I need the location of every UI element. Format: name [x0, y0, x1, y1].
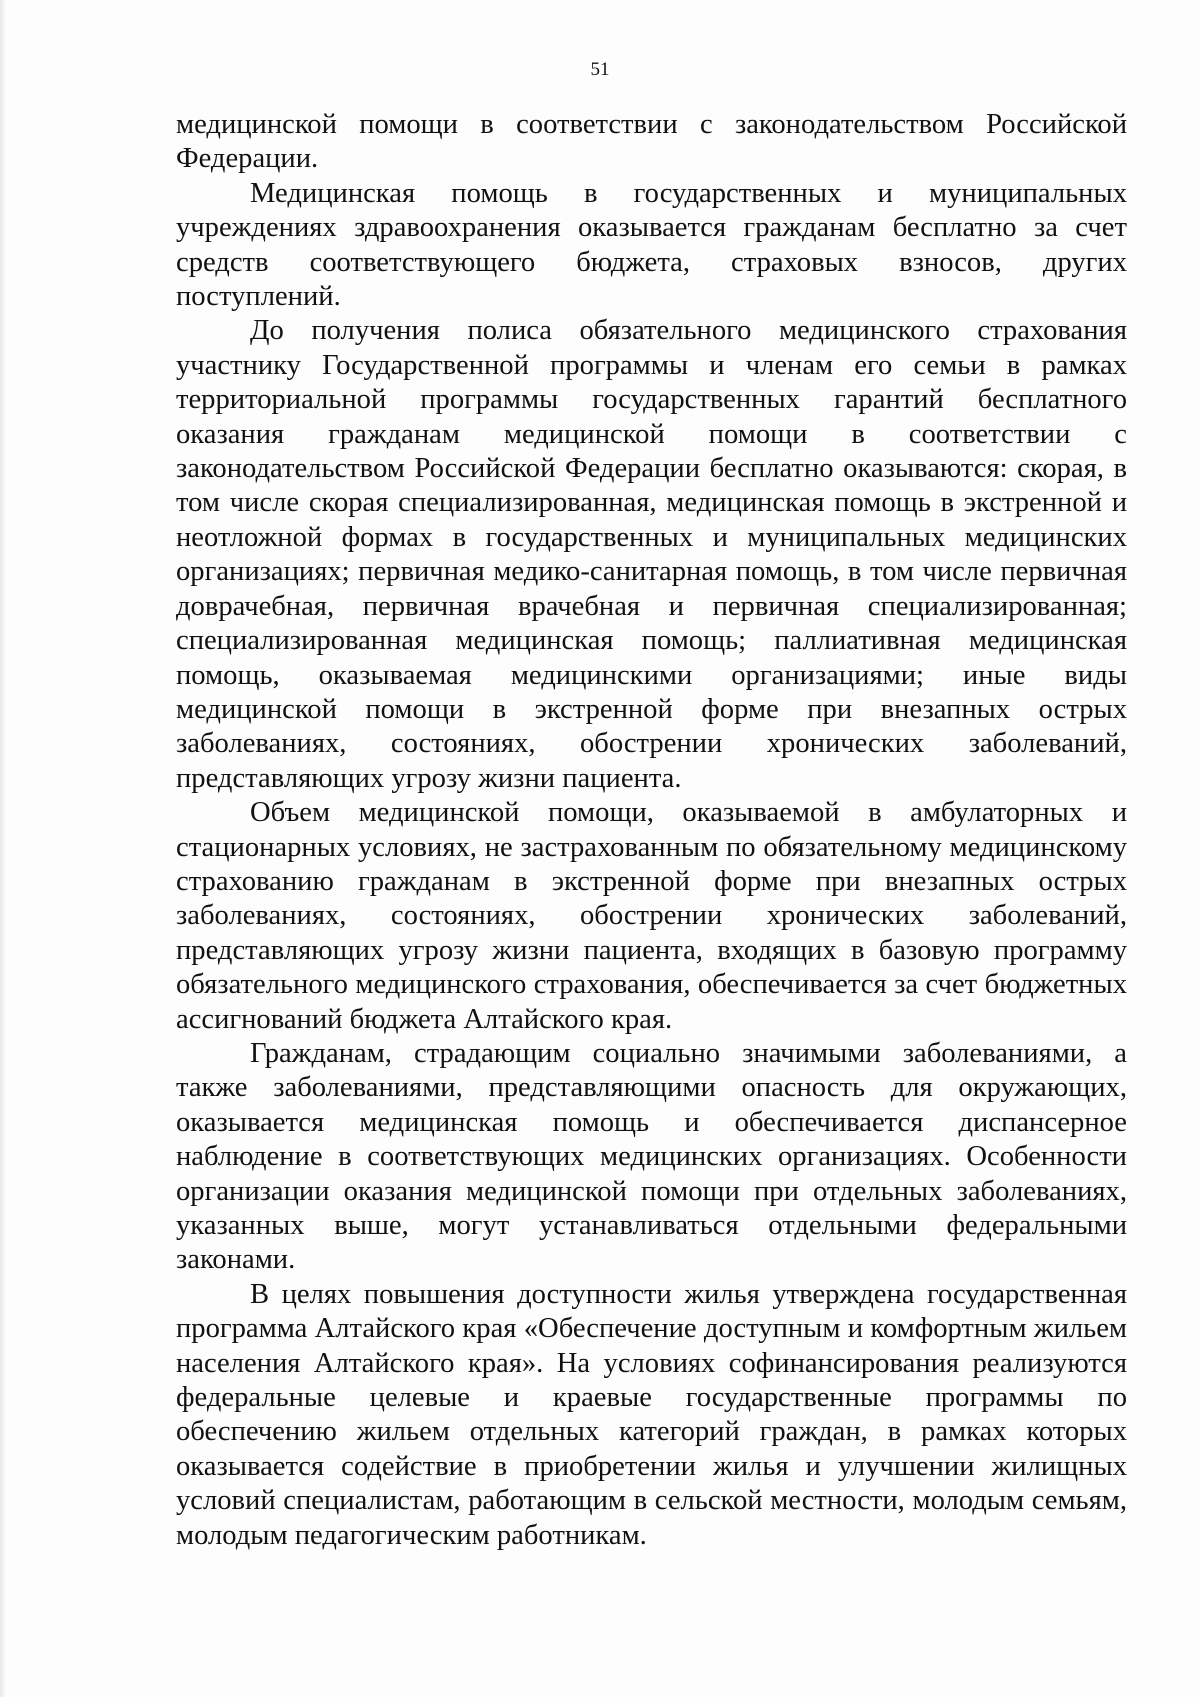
- paragraph-uninsured-care-volume: Объем медицинской помощи, оказываемой в амбулаторных и стационарных условиях, не застрахованным по обязательному медицинскому страхованию гражданам в экстренной форме при внезапных острых заболеваниях, состояниях, обострении хронических заболеваний, представляющих угрозу жизни пациента, входящих в базовую программу обязательного медицинского страхования, обеспечивается за счет бюджетных ассигнований бюджета Алтайского края.: [176, 797, 1127, 1035]
- page-number: 51: [590, 59, 610, 80]
- paragraph-housing-program: В целях повышения доступности жилья утверждена государственная программа Алтайского края «Обеспечение доступным и комфортным жильем населения Алтайского края». На условиях софинансирования реализуются федеральные целевые и краевые государственные программы по обеспечению жильем отдельных категорий граждан, в рамках которых оказывается содействие в приобретении жилья и улучшении жилищных условий специалистам, работающим в сельской местности, молодым семьям, молодым педагогическим работникам.: [176, 1278, 1127, 1551]
- paragraph-socially-significant-diseases: Гражданам, страдающим социально значимыми заболеваниями, а также заболеваниями, представляющими опасность для окружающих, оказывается медицинская помощь и обеспечивается диспансерное наблюдение в соответствующих медицинских организациях. Особенности организации оказания медицинской помощи при отдельных заболеваниях, указанных выше, могут устанавливаться отдельными федеральными законами.: [176, 1037, 1127, 1276]
- paragraph-medical-care-institutions: Медицинская помощь в государственных и муниципальных учреждениях здравоохранения оказывается гражданам бесплатно за счет средств соответствующего бюджета, страховых взносов, других поступлений.: [176, 177, 1127, 313]
- scan-edge-shadow: [0, 0, 6, 1697]
- document-body: [176, 108, 1127, 1553]
- paragraph-before-insurance-policy: До получения полиса обязательного медицинского страхования участнику Государственной программы и членам его семьи в рамках территориальной программы государственных гарантий бесплатного оказания гражданам медицинской помощи в соответствии с законодательством Российской Федерации бесплатно оказываются: скорая, в том числе скорая специализированная, медицинская помощь в экстренной и неотложной формах в государственных и муниципальных медицинских организациях; первичная медико-санитарная помощь, в том числе первичная доврачебная, первичная врачебная и первичная специализированная; специализированная медицинская помощь; паллиативная медицинская помощь, оказываемая медицинскими организациями; иные виды медицинской помощи в экстренной форме при внезапных острых заболеваниях, состояниях, обострении хронических заболеваний, представляющих угрозу жизни пациента.: [176, 315, 1127, 794]
- paragraph-continuation: медицинской помощи в соответствии с законодательством Российской Федерации.: [176, 109, 1127, 175]
